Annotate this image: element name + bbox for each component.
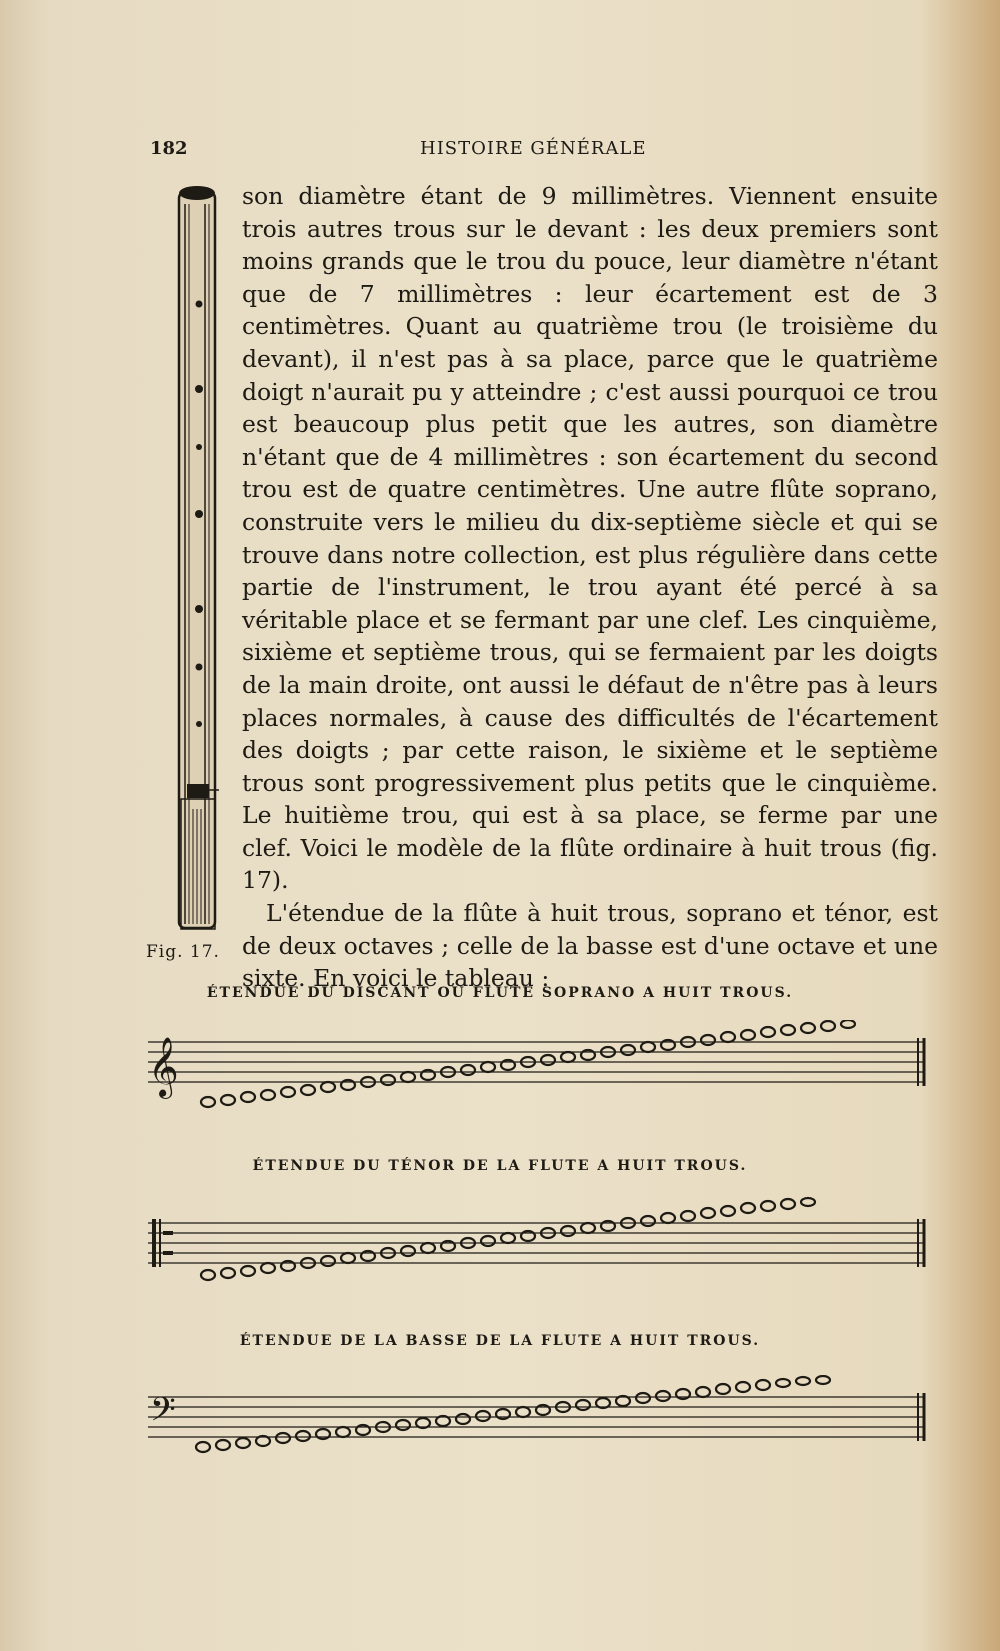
running-title: HISTOIRE GÉNÉRALE	[420, 138, 647, 159]
paragraph: L'étendue de la flûte à huit trous, soprano et ténor, est de deux octaves ; celle de la basse est d'une octave et une sixte. En voici le tableau :	[242, 899, 938, 993]
page-number: 182	[150, 138, 188, 159]
body-text	[242, 180, 938, 995]
staff-title: ÉTENDUE DE LA BASSE DE LA FLUTE A HUIT TROUS.	[239, 1333, 761, 1349]
svg-text:𝄢: 𝄢	[150, 1391, 176, 1437]
music-staff-tenor	[148, 1195, 928, 1285]
music-staff-bass	[148, 1375, 928, 1465]
staff-title: ÉTENDUE DU DISCANT OU FLUTE SOPRANO A HUIT TROUS.	[206, 985, 794, 1001]
paragraph: son diamètre étant de 9 millimètres. Viennent ensuite trois autres trous sur le devant : les deux premiers sont moins grands que le trou du pouce, leur diamètre n'étant que de 7 millimètres : leur écartement est de 3 centimètres. Quant au quatrième trou (le troisième du devant), il n'est pas à sa place, parce que le quatrième doigt n'aurait pu y atteindre ; c'est aussi pourquoi ce trou est beaucoup plus petit que les autres, son diamètre n'étant que de 4 millimètres : son écartement du second trou est de quatre centimètres. Une autre flûte soprano, construite vers le milieu du dix-septième siècle et qui se trouve dans notre collection, est plus régulière dans cette partie de l'instrument, le trou ayant été percé à sa véritable place et se fermant par une clef. Les cinquième, sixième et septième trous, qui se fermaient par les doigts de la main droite, ont aussi le défaut de n'être pas à leurs places normales, à cause des difficultés de l'écartement des doigts ; par cette raison, le sixième et le septième trous sont progressivement plus petits que le cinquième. Le huitième trou, qui est à sa place, se ferme par une clef. Voici le modèle de la flûte ordinaire à huit trous (fig. 17).	[242, 182, 938, 895]
music-staff-soprano	[148, 1020, 928, 1110]
flute-illustration	[175, 184, 223, 934]
staff-title: ÉTENDUE DU TÉNOR DE LA FLUTE A HUIT TROUS.	[252, 1158, 748, 1174]
figure-caption: Fig. 17.	[146, 942, 220, 962]
svg-text:𝄞: 𝄞	[148, 1037, 179, 1097]
running-header	[0, 138, 1000, 168]
